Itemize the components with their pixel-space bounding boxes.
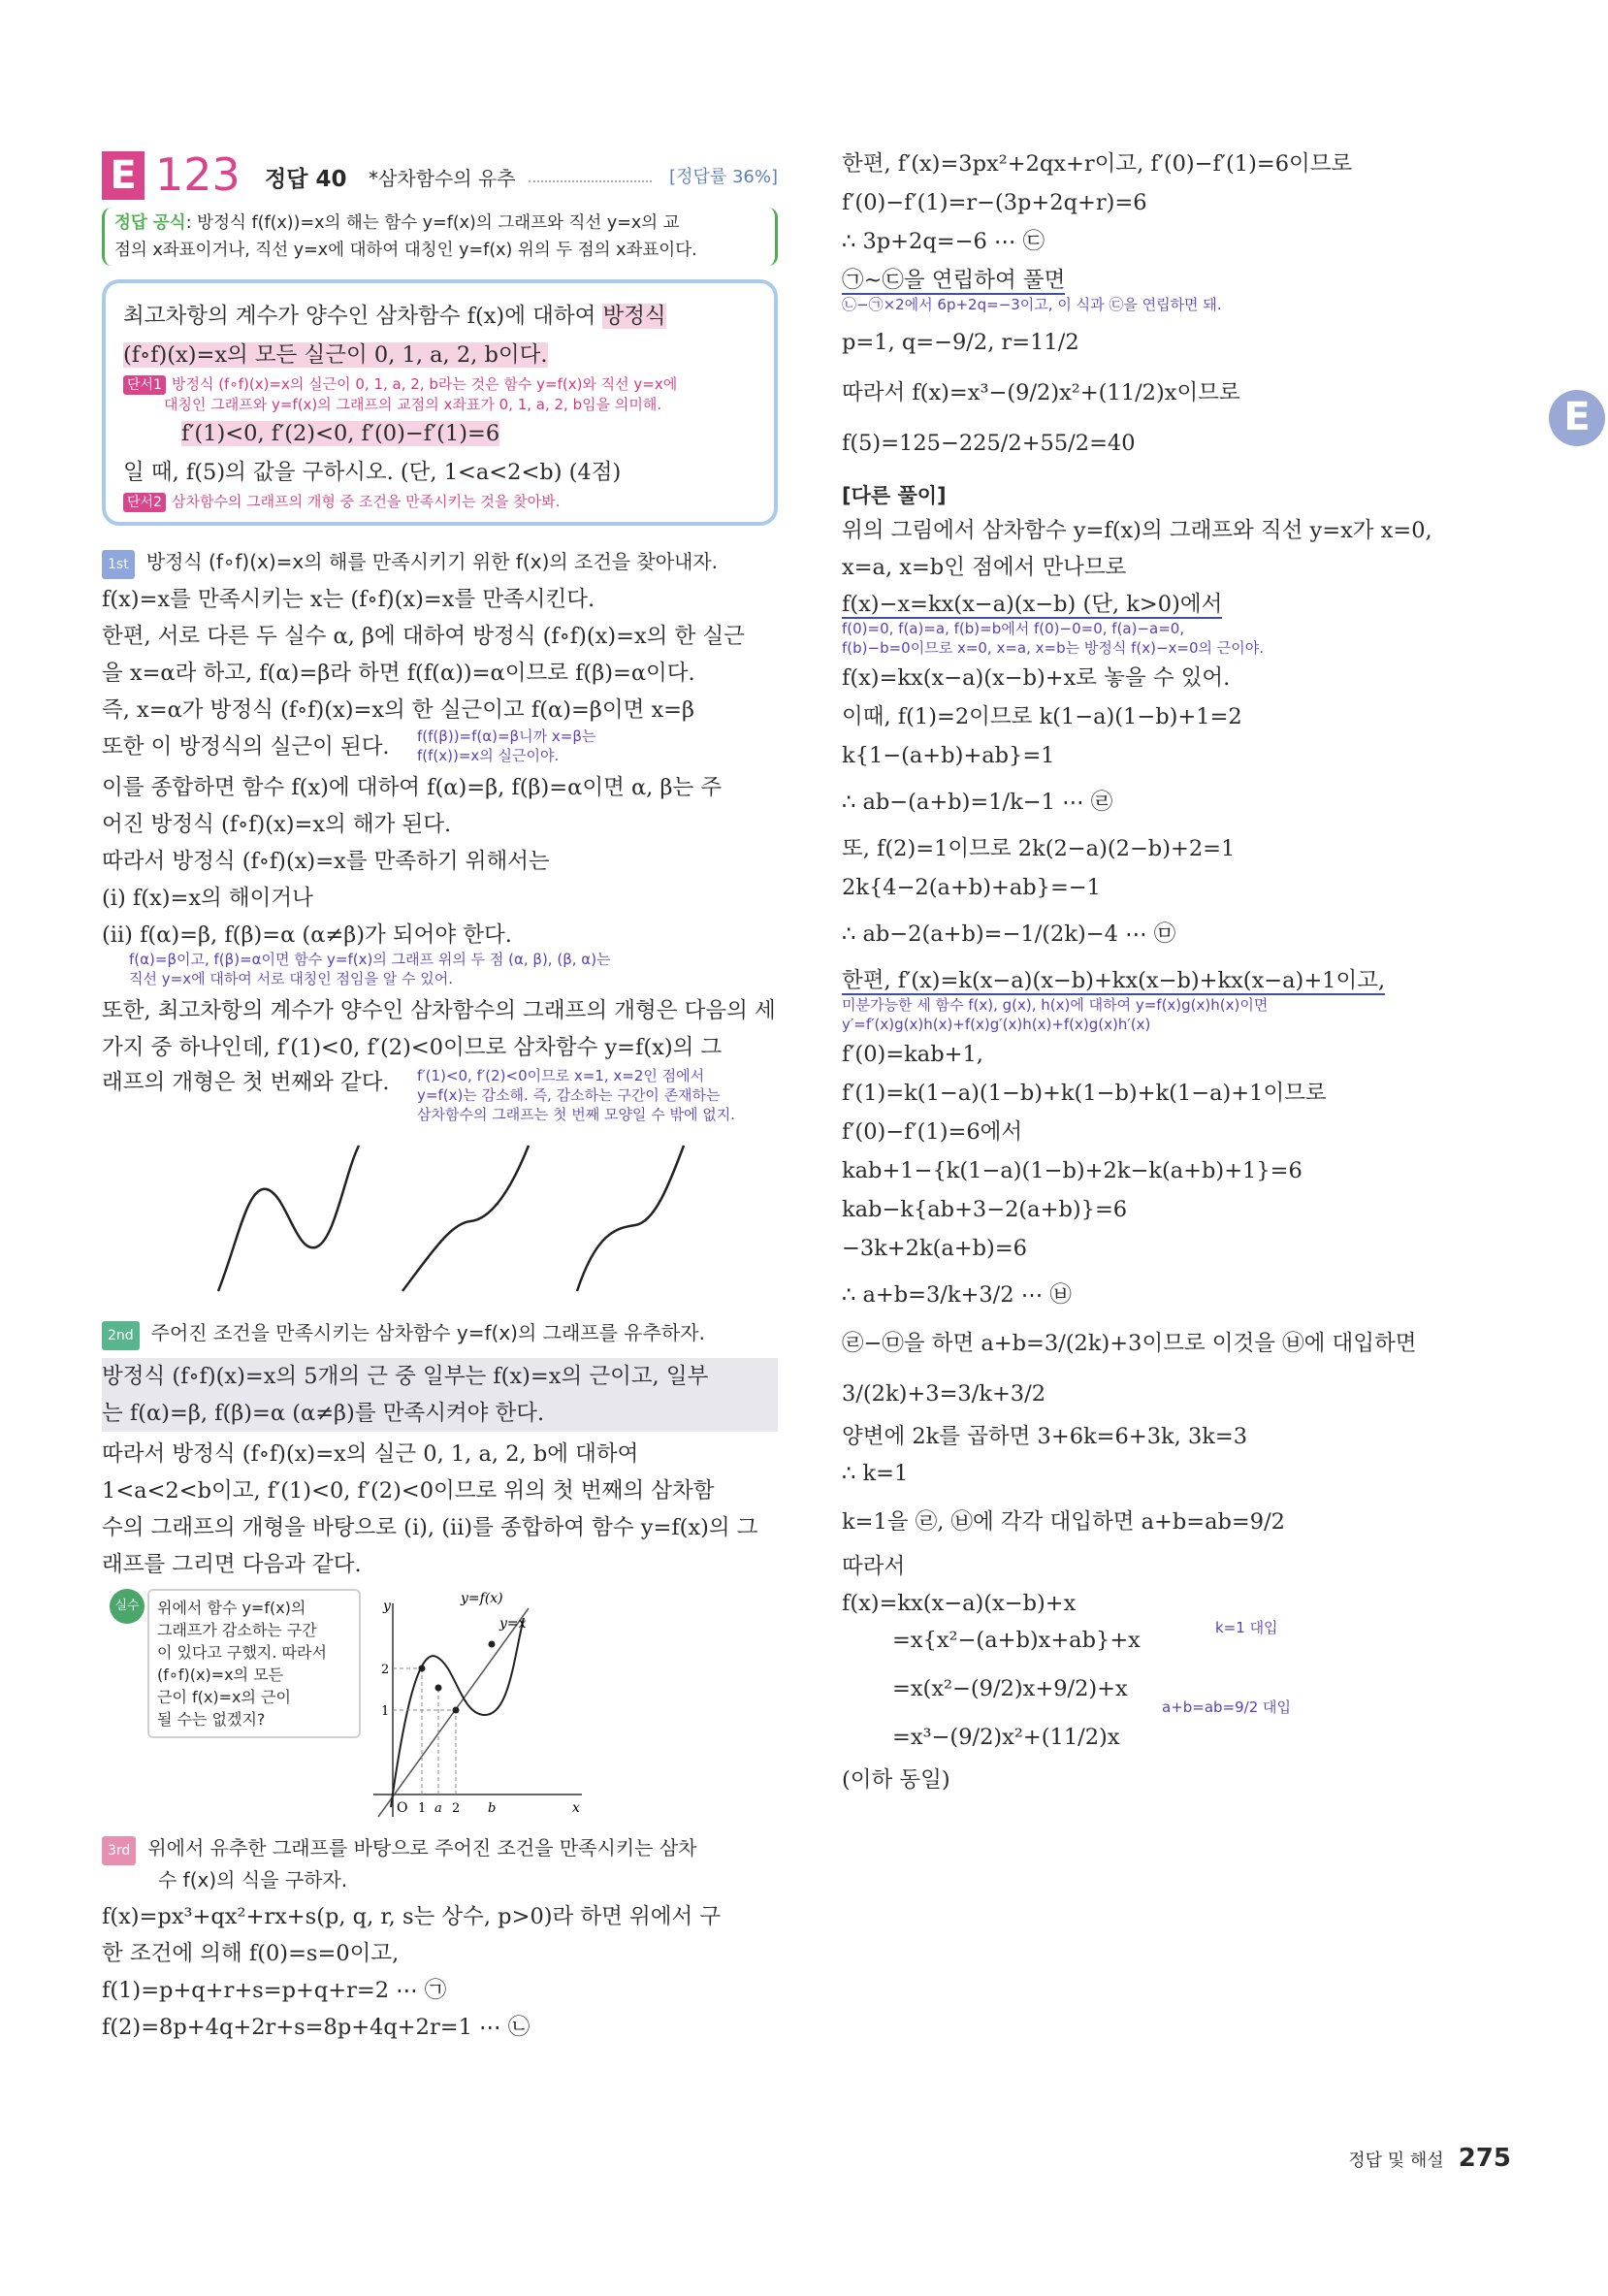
solution-graph [364, 1589, 596, 1822]
step1-note3-line1: f′(1)<0, f′(2)<0이므로 x=1, x=2인 점에서 [417, 1067, 705, 1084]
label-x2: 2 [452, 1801, 461, 1816]
mistake-line: 그래프가 감소하는 구간 [157, 1621, 317, 1639]
right-line: ∴ 3p+2q=−6 ⋯ ㉢ [842, 229, 1045, 254]
label-yx: y=x [499, 1616, 527, 1632]
label-xa: a [434, 1801, 442, 1816]
step1-note-ii-line1: f(α)=β이고, f(β)=α이면 함수 y=f(x)의 그래프 위의 두 점 (α, β), (β, α)는 [129, 951, 611, 968]
answer-formula [102, 208, 778, 266]
alt-line: ㉣−㉤을 하면 a+b=3/(2k)+3이므로 이것을 ㉥에 대입하면 [842, 1331, 1417, 1356]
problem-number: 123 [155, 148, 241, 201]
mistake-line: 근이 f(x)=x의 근이 [157, 1688, 291, 1706]
step2-section [102, 1318, 778, 1822]
section-badge: E [102, 151, 145, 200]
alt-line: 이때, f(1)=2이므로 k(1−a)(1−b)+1=2 [842, 704, 1242, 729]
step1-note5-line2: f(f(x))=x의 실근이야. [417, 747, 560, 764]
deriv-note-line1: 미분가능한 세 함수 f(x), g(x), h(x)에 대하여 y=f(x)g(x)h(x)이면 [842, 996, 1269, 1014]
step1-note-ii-line2: 직선 y=x에 대하여 서로 대칭인 점임을 알 수 있어. [129, 970, 454, 987]
point-a-a [435, 1685, 442, 1692]
left-column [102, 146, 778, 2042]
problem-line3: f′(1)<0, f′(2)<0, f′(0)−f′(1)=6 [181, 421, 500, 446]
mistake-note [147, 1589, 361, 1738]
formula-line1: : 방정식 f(f(x))=x의 해는 함수 y=f(x)의 그래프와 직선 y=x의 교 [185, 213, 680, 233]
step3-title2: 수 f(x)의 식을 구하자. [158, 1868, 348, 1892]
alt-line: ∴ ab−2(a+b)=−1/(2k)−4 ⋯ ㉤ [842, 922, 1176, 947]
problem-line1a: 최고차항의 계수가 양수인 삼차함수 f(x)에 대하여 [123, 304, 603, 329]
step2-line: 는 f(α)=β, f(β)=α (α≠β)를 만족시켜야 한다. [102, 1401, 545, 1426]
mistake-line: 될 수는 없겠지? [157, 1710, 266, 1729]
hint1-tag: 단서1 [123, 375, 166, 395]
topic-label: *삼차함수의 유추 [369, 167, 516, 190]
step1-line: 한편, 서로 다른 두 실수 α, β에 대하여 방정식 (f∘f)(x)=x의 한 실근 [102, 624, 745, 649]
step1-note3-line2: y=f(x)는 감소해. 즉, 감소하는 구간이 존재하는 [417, 1086, 721, 1104]
alt-line: k=1을 ㉣, ㉥에 각각 대입하면 a+b=ab=9/2 [842, 1509, 1285, 1535]
hint1-line2: 대칭인 그래프와 y=f(x)의 그래프의 교점의 x좌표가 0, 1, a, 2, b임을 의미해. [164, 396, 662, 413]
formula-label: 정답 공식 [114, 213, 186, 233]
step1-line: 래프의 개형은 첫 번째와 같다. [102, 1070, 390, 1095]
header-divider [529, 180, 652, 182]
point-2-1 [453, 1707, 460, 1714]
alt-line: f′(1)=k(1−a)(1−b)+k(1−b)+k(1−a)+1이므로 [842, 1081, 1327, 1106]
answer-label: 정답 40 [265, 167, 347, 192]
step1-section [102, 547, 778, 1305]
alt-line: kab−k{ab+3−2(a+b)}=6 [842, 1197, 1128, 1222]
alt-line: 따라서 [842, 1554, 906, 1579]
problem-line4: 일 때, f(5)의 값을 구하시오. (단, 1<a<2<b) (4점) [123, 460, 622, 485]
alt-line: ∴ k=1 [842, 1461, 909, 1486]
step1-line: 어진 방정식 (f∘f)(x)=x의 해가 된다. [102, 812, 452, 837]
step1-line5: 또한 이 방정식의 실근이 된다. [102, 734, 390, 760]
mistake-line: 이 있다고 구했지. 따라서 [157, 1643, 327, 1662]
hint1-line1: 방정식 (f∘f)(x)=x의 실근이 0, 1, a, 2, b라는 것은 함수 y=f(x)와 직선 y=x에 [171, 375, 678, 393]
cubic-shape-1 [218, 1146, 359, 1291]
alt-line: 한편, f′(x)=k(x−a)(x−b)+kx(x−b)+kx(x−a)+1이고, [842, 968, 1386, 993]
right-line: ㉠~㉢을 연립하여 풀면 [842, 268, 1066, 293]
page-number: 275 [1458, 2144, 1511, 2173]
step1-title: 방정식 (f∘f)(x)=x의 해를 만족시키기 위한 f(x)의 조건을 찾아내자. [145, 550, 719, 573]
step1-line: 또한, 최고차항의 계수가 양수인 삼차함수의 그래프의 개형은 다음의 세 [102, 998, 776, 1023]
alt-line: k{1−(a+b)+ab}=1 [842, 743, 1055, 768]
alt-line: kab+1−{k(1−a)(1−b)+2k−k(a+b)+1}=6 [842, 1158, 1302, 1183]
correct-rate: [정답률 36%] [669, 167, 778, 187]
step1-line: (i) f(x)=x의 해이거나 [102, 886, 313, 911]
label-y2: 2 [381, 1663, 390, 1677]
section-side-tab: E [1549, 390, 1605, 446]
cubic-shapes-figure [209, 1136, 713, 1301]
alt-line: x=a, x=b인 점에서 만나므로 [842, 555, 1127, 580]
problem-line1b: 방정식 [602, 304, 666, 329]
label-origin: O [397, 1800, 408, 1816]
alt-line: =x(x²−(9/2)x+9/2)+x [892, 1676, 1128, 1701]
alt-line: f(x)−x=kx(x−a)(x−b) (단, k>0)에서 [842, 592, 1223, 617]
page-footer [1348, 2144, 1511, 2173]
point-b-b [489, 1641, 496, 1648]
step2-title: 주어진 조건을 만족시키는 삼차함수 y=f(x)의 그래프를 유추하자. [150, 1321, 705, 1344]
point-1-2 [419, 1665, 426, 1672]
alt-line: f(x)=kx(x−a)(x−b)+x로 놓을 수 있어. [842, 665, 1231, 691]
hint2-tag: 단서2 [123, 493, 166, 512]
step1-note3-line3: 삼차함수의 그래프는 첫 번째 모양일 수 밖에 없지. [417, 1106, 735, 1123]
step1-line: 을 x=α라 하고, f(α)=β라 하면 f(f(α))=α이므로 f(β)=α이다. [102, 661, 695, 686]
step1-line: 즉, x=α가 방정식 (f∘f)(x)=x의 한 실근이고 f(α)=β이면 x=β [102, 697, 695, 723]
label-x: x [572, 1800, 580, 1816]
alt-line: 3/(2k)+3=3/k+3/2 [842, 1381, 1046, 1407]
solution-fx: 따라서 f(x)=x³−(9/2)x²+(11/2)x이므로 [842, 380, 1240, 405]
step3-tag: 3rd [102, 1836, 136, 1865]
problem-header [102, 146, 778, 202]
alt-note-line1: f(0)=0, f(a)=a, f(b)=b에서 f(0)−0=0, f(a)−a=0, [842, 620, 1185, 637]
deriv-note-line2: y′=f′(x)g(x)h(x)+f(x)g′(x)h(x)+f(x)g(x)h′(x) [842, 1016, 1151, 1033]
problem-box [102, 279, 778, 526]
mistake-line: (f∘f)(x)=x의 모든 [157, 1665, 284, 1684]
step1-line: (ii) f(α)=β, f(β)=α (α≠β)가 되어야 한다. [102, 922, 512, 948]
hint2-text: 삼차함수의 그래프의 개형 중 조건을 만족시키는 것을 찾아봐. [171, 493, 561, 510]
alt-line: 위의 그림에서 삼차함수 y=f(x)의 그래프와 직선 y=x가 x=0, [842, 518, 1432, 543]
label-x1: 1 [418, 1801, 427, 1816]
alt-note-line2: f(b)−b=0이므로 x=0, x=a, x=b는 방정식 f(x)−x=0의 근이야. [842, 639, 1265, 657]
step1-line: 가지 중 하나인데, f′(1)<0, f′(2)<0이므로 삼차함수 y=f(x)의 그 [102, 1035, 723, 1060]
alt-line: f′(0)−f′(1)=6에서 [842, 1119, 1023, 1145]
alt-line: 양변에 2k를 곱하면 3+6k=6+3k, 3k=3 [842, 1424, 1248, 1449]
step3-title1: 위에서 유추한 그래프를 바탕으로 주어진 조건을 만족시키는 삼차 [147, 1836, 697, 1859]
mistake-badge: 실수 [110, 1589, 145, 1624]
label-xb: b [488, 1801, 497, 1816]
problem-line2: (f∘f)(x)=x의 모든 실근이 0, 1, a, 2, b이다. [123, 342, 548, 368]
alt-line: ∴ a+b=3/k+3/2 ⋯ ㉥ [842, 1282, 1072, 1308]
alt-line: =x{x²−(a+b)x+ab}+x [892, 1628, 1141, 1653]
alt-line: f(x)=kx(x−a)(x−b)+x [842, 1591, 1077, 1616]
alt-solution-title: [다른 풀이] [842, 484, 947, 507]
label-y1: 1 [381, 1704, 390, 1719]
right-column [842, 146, 1521, 1795]
step2-line: 래프를 그리면 다음과 같다. [102, 1552, 362, 1577]
step3-section [102, 1833, 778, 2042]
step3-line: f(x)=px³+qx²+rx+s(p, q, r, s는 상수, p>0)라 하면 위에서 구 [102, 1904, 722, 1929]
line-y-eq-x [378, 1608, 529, 1817]
label-y: y [383, 1599, 391, 1614]
cubic-shape-2 [402, 1146, 529, 1291]
step1-line: 따라서 방정식 (f∘f)(x)=x를 만족하기 위해서는 [102, 849, 550, 874]
step2-tag: 2nd [102, 1321, 140, 1350]
mistake-line: 위에서 함수 y=f(x)의 [157, 1599, 306, 1617]
footer-label: 정답 및 해설 [1348, 2150, 1444, 2171]
step3-line: f(2)=8p+4q+2r+s=8p+4q+2r=1 ⋯ ㉡ [102, 2015, 531, 2040]
step2-line: 1<a<2<b이고, f′(1)<0, f′(2)<0이므로 위의 첫 번째의 삼차함 [102, 1478, 715, 1504]
step1-line: f(x)=x를 만족시키는 x는 (f∘f)(x)=x를 만족시킨다. [102, 587, 595, 612]
step2-line: 방정식 (f∘f)(x)=x의 5개의 근 중 일부는 f(x)=x의 근이고, 일부 [102, 1364, 709, 1389]
alt-line: −3k+2k(a+b)=6 [842, 1236, 1027, 1261]
right-line: f′(0)−f′(1)=r−(3p+2q+r)=6 [842, 190, 1147, 215]
step2-line: 수의 그래프의 개형을 바탕으로 (i), (ii)를 종합하여 함수 y=f(x)의 그 [102, 1515, 758, 1540]
subst-note-ab: a+b=ab=9/2 대입 [1162, 1698, 1292, 1716]
alt-line: 2k{4−2(a+b)+ab}=−1 [842, 875, 1101, 900]
step2-line: 따라서 방정식 (f∘f)(x)=x의 실근 0, 1, a, 2, b에 대하여 [102, 1441, 639, 1467]
solution-pqr: p=1, q=−9/2, r=11/2 [842, 330, 1079, 355]
alt-line: 또, f(2)=1이므로 2k(2−a)(2−b)+2=1 [842, 836, 1236, 861]
subst-note-k: k=1 대입 [1215, 1619, 1278, 1636]
right-line: 한편, f′(x)=3px²+2qx+r이고, f′(0)−f′(1)=6이므로 [842, 151, 1353, 177]
alt-line: ∴ ab−(a+b)=1/k−1 ⋯ ㉣ [842, 790, 1113, 815]
alt-line: (이하 동일) [842, 1767, 950, 1793]
cubic-shape-3 [577, 1146, 684, 1291]
alt-line: =x³−(9/2)x²+(11/2)x [892, 1725, 1120, 1750]
step1-line: 이를 종합하면 함수 f(x)에 대하여 f(α)=β, f(β)=α이면 α, β는 주 [102, 775, 723, 800]
label-fx: y=f(x) [461, 1591, 503, 1606]
solution-f5: f(5)=125−225/2+55/2=40 [842, 431, 1136, 456]
step1-note5-line1: f(f(β))=f(α)=β니까 x=β는 [417, 728, 596, 745]
step1-tag: 1st [102, 550, 135, 579]
alt-line: f′(0)=kab+1, [842, 1042, 983, 1067]
formula-line2: 점의 x좌표이거나, 직선 y=x에 대하여 대칭인 y=f(x) 위의 두 점의 x좌표이다. [114, 241, 697, 260]
right-note1: ㉡−㉠×2에서 6p+2q=−3이고, 이 식과 ㉢을 연립하면 돼. [842, 296, 1222, 313]
step3-line: f(1)=p+q+r+s=p+q+r=2 ⋯ ㉠ [102, 1978, 447, 2003]
step3-line: 한 조건에 의해 f(0)=s=0이고, [102, 1941, 400, 1966]
